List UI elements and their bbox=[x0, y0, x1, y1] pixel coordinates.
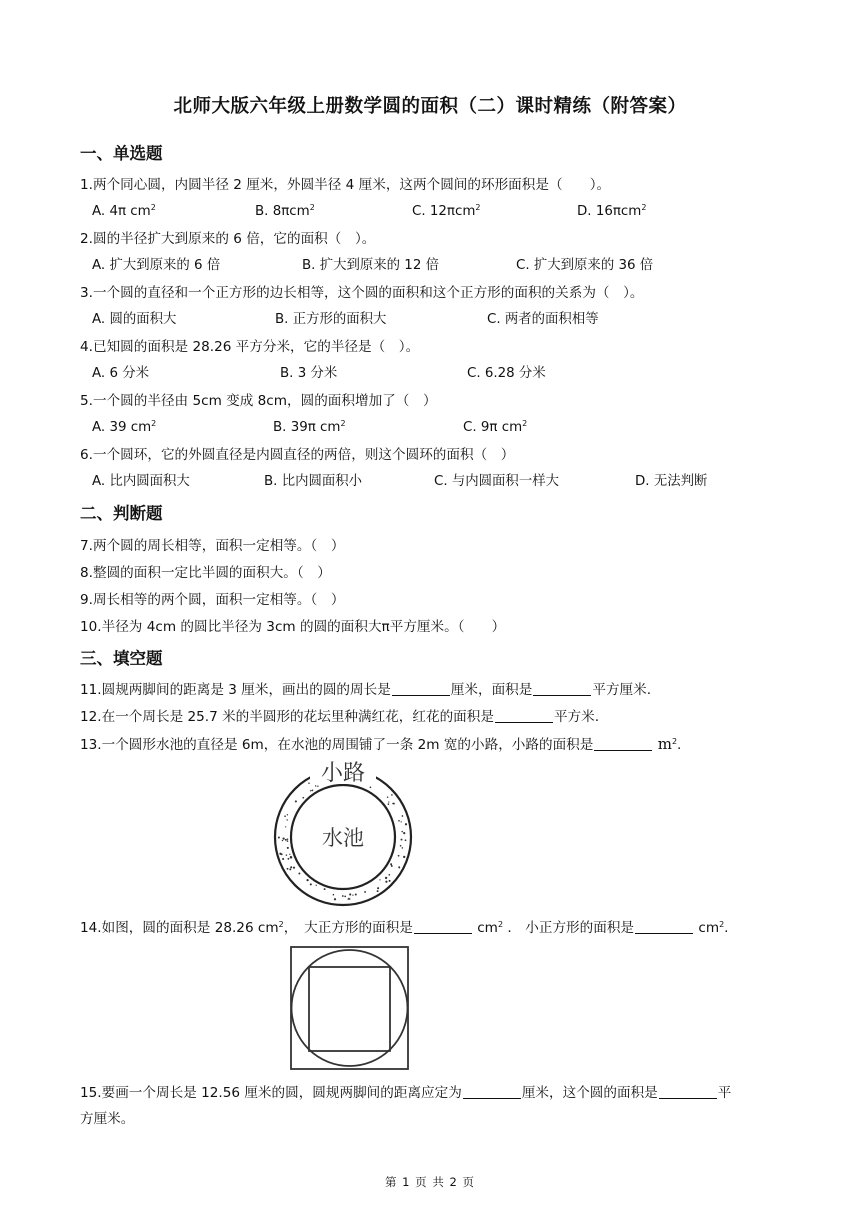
question-7: 7.两个圆的周长相等，面积一定相等。（ ） bbox=[80, 538, 345, 554]
road-dot bbox=[388, 874, 390, 876]
road-dot bbox=[352, 894, 353, 895]
road-dot bbox=[285, 826, 286, 827]
answer-blank[interactable] bbox=[414, 919, 472, 934]
road-dot bbox=[377, 887, 379, 889]
q6-option-c: C. 与内圆面积一样大 bbox=[434, 474, 559, 489]
road-dot bbox=[283, 838, 285, 840]
q3-option-a: A. 圆的面积大 bbox=[92, 312, 177, 327]
q1-option-b: B. 8πcm$^2$ bbox=[255, 203, 315, 219]
road-dot bbox=[287, 868, 289, 870]
road-dot bbox=[399, 867, 400, 868]
road-dot bbox=[310, 790, 311, 791]
question-8: 8.整圆的面积一定比半圆的面积大。（ ） bbox=[80, 565, 331, 581]
question-12: 12.在一个周长是 25.7 米的半圆形的花坛里种满红花，红花的面积是 平方米. bbox=[80, 709, 600, 725]
road-dot bbox=[348, 899, 349, 900]
answer-blank[interactable] bbox=[594, 736, 652, 751]
road-dot bbox=[302, 797, 304, 799]
road-dot bbox=[287, 814, 288, 815]
road-dot bbox=[287, 819, 288, 820]
road-dot bbox=[333, 894, 335, 896]
road-dot bbox=[312, 790, 314, 792]
road-dot bbox=[379, 879, 380, 880]
road-dot bbox=[285, 839, 287, 841]
road-dot bbox=[295, 800, 297, 802]
road-dot bbox=[391, 866, 392, 867]
road-dot bbox=[404, 833, 405, 834]
pool-label: 水池 bbox=[322, 826, 364, 850]
answer-blank[interactable] bbox=[495, 708, 553, 723]
road-dot bbox=[316, 885, 317, 886]
answer-blank[interactable] bbox=[635, 919, 693, 934]
answer-blank[interactable] bbox=[533, 681, 591, 696]
question-11: 11.圆规两脚间的距离是 3 厘米，画出的圆的周长是 厘米，面积是 平方厘米. bbox=[80, 682, 652, 698]
road-dot bbox=[402, 815, 404, 817]
road-dot bbox=[282, 840, 283, 841]
road-dot bbox=[342, 895, 344, 897]
answer-blank[interactable] bbox=[392, 681, 450, 696]
q5-option-b: B. 39π $cm^2$ bbox=[273, 419, 346, 435]
pool-road-figure bbox=[268, 758, 418, 908]
road-dot bbox=[385, 877, 387, 879]
q3-option-c: C. 两者的面积相等 bbox=[487, 312, 599, 327]
road-dot bbox=[287, 840, 289, 842]
road-label: 小路 bbox=[320, 761, 366, 786]
road-dot bbox=[403, 856, 405, 858]
road-dot bbox=[282, 858, 284, 860]
page-title: 北师大版六年级上册数学圆的面积（二）课时精练（附答案） bbox=[173, 96, 687, 117]
road-dot bbox=[388, 801, 389, 802]
answer-blank[interactable] bbox=[463, 1084, 521, 1099]
question-6: 6.一个圆环，它的外圆直径是内圆直径的两倍，则这个圆环的面积（ ） bbox=[80, 447, 515, 463]
question-10: 10.半径为 4cm 的圆比半径为 3cm 的圆的面积大π平方厘米。（ ） bbox=[80, 619, 506, 635]
road-dot bbox=[389, 880, 391, 882]
q1-option-c: C. 12πcm$^2$ bbox=[412, 203, 481, 219]
road-dot bbox=[278, 836, 280, 838]
road-dot bbox=[287, 858, 289, 860]
road-dot bbox=[315, 785, 316, 786]
q5-option-c: C. 9π $cm^2$ bbox=[463, 419, 528, 435]
road-dot bbox=[401, 821, 402, 822]
section-heading-fill-blank: 三、填空题 bbox=[80, 649, 163, 668]
road-dot bbox=[398, 820, 400, 822]
road-dot bbox=[401, 839, 403, 841]
road-dot bbox=[402, 847, 404, 849]
q3-option-b: B. 正方形的面积大 bbox=[275, 312, 387, 327]
road-dot bbox=[334, 898, 336, 900]
road-dot bbox=[290, 856, 292, 858]
q4-option-b: B. 3 分米 bbox=[280, 366, 338, 381]
question-4: 4.已知圆的面积是 28.26 平方分米，它的半径是（ ）。 bbox=[80, 339, 420, 355]
road-dot bbox=[385, 881, 387, 883]
q6-option-d: D. 无法判断 bbox=[635, 474, 708, 489]
road-dot bbox=[290, 866, 292, 868]
question-5: 5.一个圆的半径由 5cm 变成 8cm，圆的面积增加了（ ） bbox=[80, 393, 437, 409]
q2-option-c: C. 扩大到原来的 36 倍 bbox=[516, 258, 654, 273]
road-dot bbox=[324, 888, 326, 890]
road-dot bbox=[405, 823, 407, 825]
road-dot bbox=[287, 838, 289, 840]
road-dot bbox=[298, 873, 300, 875]
road-dot bbox=[398, 855, 400, 857]
road-dot bbox=[279, 853, 281, 855]
q1-option-d: D. 16πcm$^2$ bbox=[577, 203, 647, 219]
road-dot bbox=[377, 890, 379, 892]
q1-option-a: A. 4π $cm^2$ bbox=[92, 203, 156, 219]
section-heading-single-choice: 一、单选题 bbox=[80, 144, 163, 163]
road-dot bbox=[405, 839, 407, 841]
road-dot bbox=[364, 891, 366, 893]
road-dot bbox=[370, 786, 372, 788]
answer-blank[interactable] bbox=[659, 1084, 717, 1099]
question-1: 1.两个同心圆，内圆半径 2 厘米，外圆半径 4 厘米，这两个圆间的环形面积是（ ）。 bbox=[80, 177, 611, 193]
road-dot bbox=[308, 782, 309, 783]
road-dot bbox=[289, 854, 290, 855]
question-2: 2.圆的半径扩大到原来的 6 倍，它的面积（ ）。 bbox=[80, 231, 376, 247]
squares-circle-figure bbox=[288, 944, 412, 1072]
road-dot bbox=[289, 868, 291, 870]
question-13: 13.一个圆形水池的直径是 6m，在水池的周围铺了一条 2m 宽的小路，小路的面积是 $m^2$. bbox=[80, 735, 682, 753]
question-15: 15.要画一个周长是 12.56 厘米的圆，圆规两脚间的距离应定为 厘米，这个圆的面积是 平 方厘米。 bbox=[80, 1085, 732, 1127]
road-dot bbox=[306, 879, 308, 881]
road-dot bbox=[344, 896, 346, 898]
question-3: 3.一个圆的直径和一个正方形的边长相等，这个圆的面积和这个正方形的面积的关系为（ ）。 bbox=[80, 285, 644, 301]
road-dot bbox=[284, 815, 286, 817]
road-dot bbox=[349, 898, 351, 900]
small-square bbox=[309, 967, 390, 1051]
q2-option-a: A. 扩大到原来的 6 倍 bbox=[92, 258, 221, 273]
road-dot bbox=[387, 797, 388, 798]
road-dot bbox=[355, 893, 357, 895]
road-dot bbox=[349, 893, 351, 895]
section-heading-true-false: 二、判断题 bbox=[80, 504, 163, 523]
road-dot bbox=[310, 883, 312, 885]
q6-option-b: B. 比内圆面积小 bbox=[264, 474, 363, 489]
road-dot bbox=[393, 803, 395, 805]
road-dot bbox=[317, 785, 318, 786]
q4-option-c: C. 6.28 分米 bbox=[467, 366, 546, 381]
q2-option-b: B. 扩大到原来的 12 倍 bbox=[302, 258, 439, 273]
q4-option-a: A. 6 分米 bbox=[92, 366, 149, 381]
page-footer: 第 1 页 共 2 页 bbox=[385, 1175, 475, 1189]
question-9: 9.周长相等的两个圆，面积一定相等。（ ） bbox=[80, 592, 345, 608]
road-dot bbox=[287, 847, 289, 849]
q6-option-a: A. 比内圆面积大 bbox=[92, 474, 190, 489]
road-dot bbox=[293, 867, 295, 869]
road-dot bbox=[286, 854, 288, 856]
road-dot bbox=[401, 831, 402, 832]
road-dot bbox=[391, 794, 393, 796]
question-14: 14.如图，圆的面积是 28.26 $cm^2$， 大正方形的面积是 $cm^2$ . 小正方形的面积是 $cm^2$. bbox=[80, 920, 729, 936]
road-dot bbox=[388, 803, 390, 805]
q5-option-a: A. 39 $cm^2$ bbox=[92, 419, 157, 435]
road-dot bbox=[400, 845, 402, 847]
